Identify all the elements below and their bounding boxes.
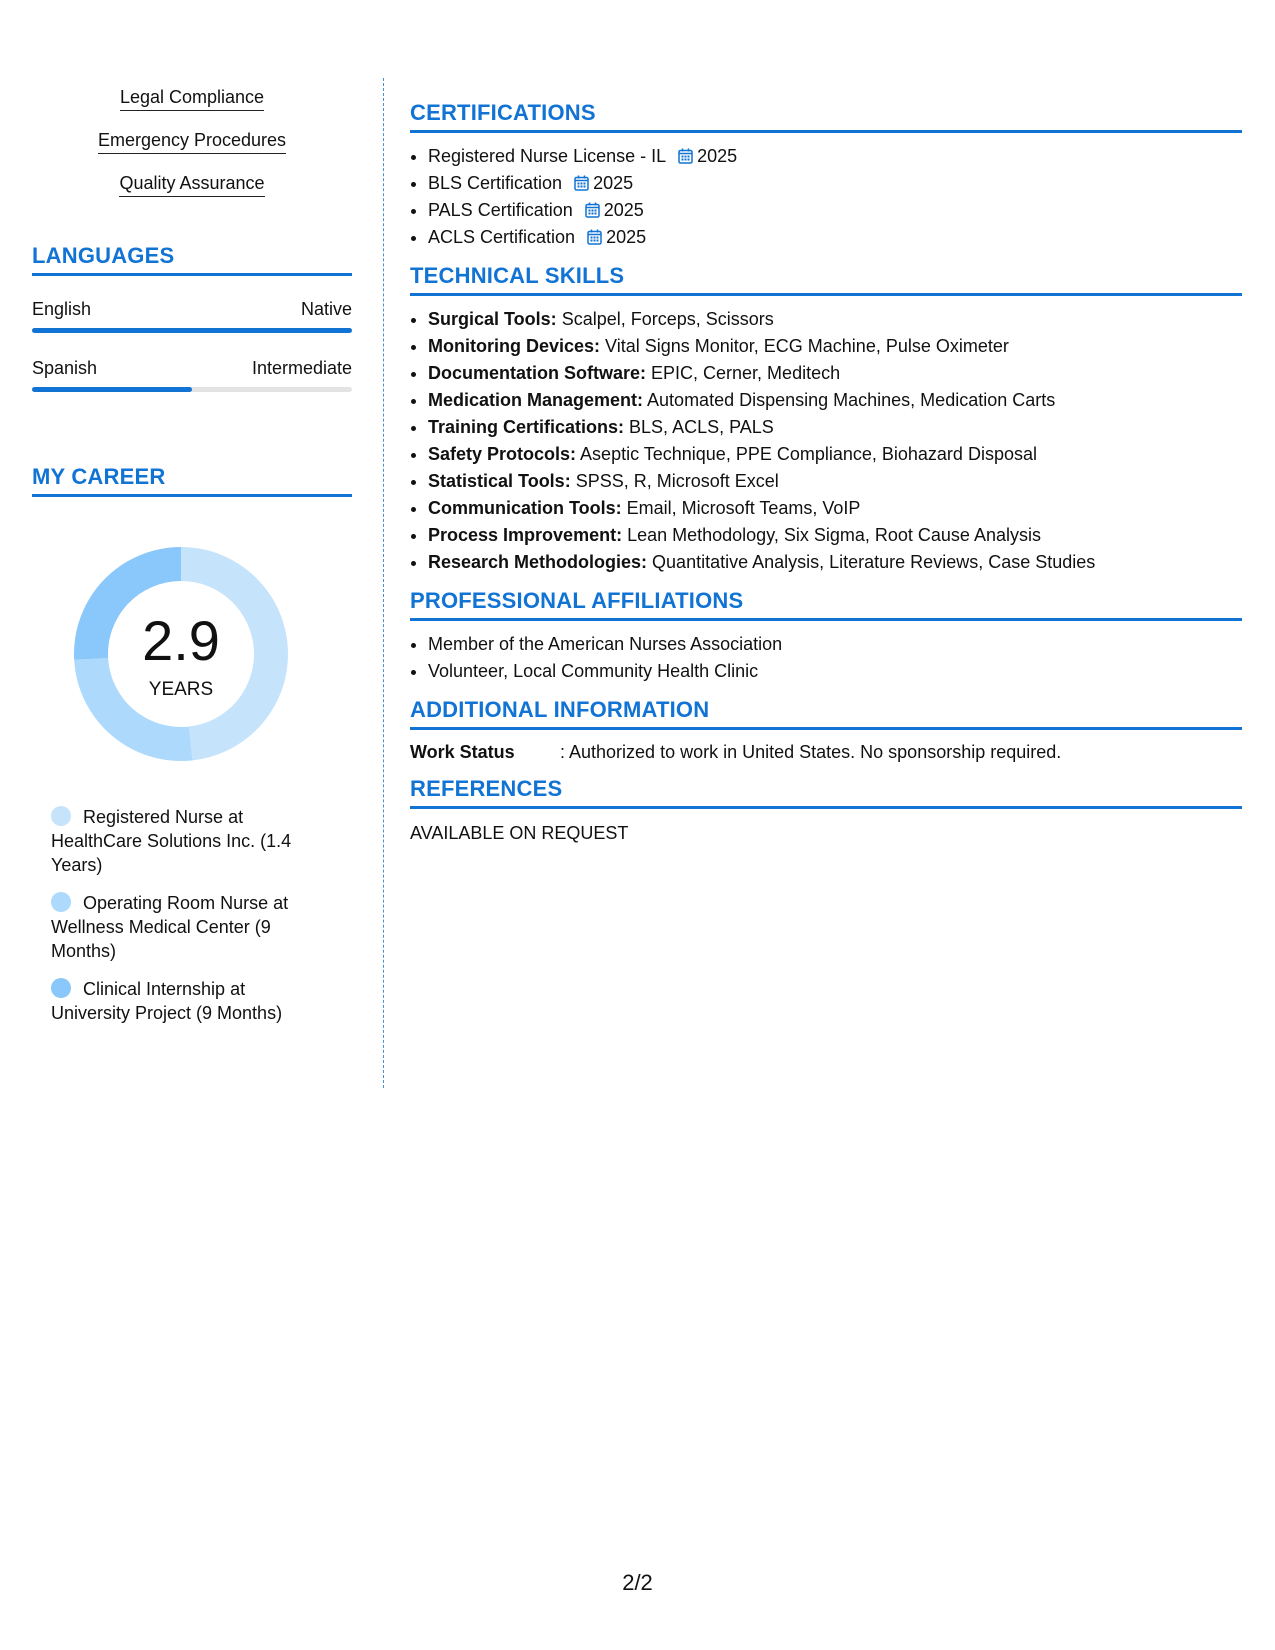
certification-name: Registered Nurse License - IL: [428, 146, 667, 166]
skill-tag-list: [32, 72, 352, 201]
technical-skill-item: [428, 360, 1242, 387]
language-bar: [32, 387, 352, 392]
certifications-section: [410, 100, 1242, 251]
skill-values: Quantitative Analysis, Literature Reviews, Case Studies: [647, 552, 1096, 572]
language-level: Intermediate: [251, 358, 352, 378]
certifications-list: [410, 143, 1242, 251]
legend-dot-icon: [51, 806, 71, 826]
skill-tag: Emergency Procedures: [98, 115, 286, 154]
certification-year: 2025: [697, 146, 738, 166]
language-name: Spanish: [32, 358, 98, 378]
career-donut: [66, 539, 296, 769]
languages-section: [32, 243, 352, 392]
career-legend-item: [51, 805, 321, 877]
skill-category: Safety Protocols:: [428, 444, 577, 464]
calendar-icon: [574, 175, 589, 191]
skill-values: Lean Methodology, Six Sigma, Root Cause Analysis: [622, 525, 1041, 545]
certification-item: [428, 197, 1242, 224]
technical-skills-title: TECHNICAL SKILLS: [410, 263, 1242, 296]
career-unit: YEARS: [148, 679, 214, 700]
career-legend-item: [51, 977, 321, 1025]
language-row: [32, 298, 352, 333]
skill-category: Statistical Tools:: [428, 471, 571, 491]
calendar-icon: [585, 202, 600, 218]
career-legend: [32, 805, 321, 1025]
list-item: • Member of the American Nurses Association: [428, 631, 1242, 658]
skill-tag: Quality Assurance: [119, 158, 264, 197]
affiliations-list: [410, 631, 1242, 685]
skill-category: Communication Tools:: [428, 498, 622, 518]
career-legend-label: Registered Nurse at HealthCare Solutions Inc. (1.4 Years): [51, 807, 292, 875]
skill-category: Process Improvement:: [428, 525, 623, 545]
references-title: REFERENCES: [410, 776, 1242, 809]
language-bar-fill: [32, 387, 192, 392]
career-legend-label: Clinical Internship at University Project (9 Months): [51, 979, 283, 1023]
skill-values: SPSS, R, Microsoft Excel: [570, 471, 779, 491]
technical-skills-list: [410, 306, 1242, 576]
language-row: [32, 357, 352, 392]
skill-values: Vital Signs Monitor, ECG Machine, Pulse Oximeter: [600, 336, 1009, 356]
technical-skills-section: [410, 263, 1242, 576]
column-divider: [383, 78, 384, 1088]
skill-values: Email, Microsoft Teams, VoIP: [621, 498, 861, 518]
calendar-icon: [678, 148, 693, 164]
skill-category: Training Certifications:: [428, 417, 625, 437]
legend-dot-icon: [51, 978, 71, 998]
skill-tag: Legal Compliance: [120, 72, 264, 111]
skill-category: Surgical Tools:: [428, 309, 557, 329]
certification-item: [428, 224, 1242, 251]
affiliations-section: [410, 588, 1242, 685]
skill-category: Research Methodologies:: [428, 552, 648, 572]
certification-name: BLS Certification: [428, 173, 563, 193]
certification-item: [428, 143, 1242, 170]
career-legend-label: Operating Room Nurse at Wellness Medical Center (9 Months): [51, 893, 289, 961]
calendar-icon: [587, 229, 602, 245]
certification-item: [428, 170, 1242, 197]
references-text: AVAILABLE ON REQUEST: [410, 823, 629, 843]
additional-info-section: [410, 697, 1242, 764]
technical-skill-item: [428, 333, 1242, 360]
certifications-title: CERTIFICATIONS: [410, 100, 1242, 133]
skill-values: Automated Dispensing Machines, Medication Carts: [643, 390, 1056, 410]
page-number: 2/2: [622, 1570, 653, 1595]
skill-category: Documentation Software:: [428, 363, 647, 383]
certification-year: 2025: [606, 227, 647, 247]
language-bar: [32, 328, 352, 333]
career-title: MY CAREER: [32, 464, 352, 497]
career-section: [32, 464, 352, 1025]
certification-year: 2025: [603, 200, 644, 220]
technical-skill-item: [428, 549, 1242, 576]
skill-category: Monitoring Devices:: [428, 336, 601, 356]
skill-values: Scalpel, Forceps, Scissors: [556, 309, 774, 329]
language-name: English: [32, 299, 92, 319]
work-status-row: [410, 740, 1242, 764]
skill-category: Medication Management:: [428, 390, 644, 410]
technical-skill-item: [428, 522, 1242, 549]
technical-skill-item: [428, 441, 1242, 468]
references-section: [410, 776, 1242, 845]
right-column: [410, 100, 1242, 857]
additional-info-title: ADDITIONAL INFORMATION: [410, 697, 1242, 730]
career-legend-item: [51, 891, 321, 963]
list-item: • Volunteer, Local Community Health Clinic: [428, 658, 1242, 685]
work-status-label: Work Status: [410, 742, 515, 762]
technical-skill-item: [428, 468, 1242, 495]
technical-skill-item: [428, 306, 1242, 333]
certification-year: 2025: [593, 173, 634, 193]
legend-dot-icon: [51, 892, 71, 912]
career-total: 2.9: [142, 609, 220, 672]
certification-name: PALS Certification: [428, 200, 573, 220]
left-column: [32, 72, 352, 1039]
affiliations-title: PROFESSIONAL AFFILIATIONS: [410, 588, 1242, 621]
skill-values: Aseptic Technique, PPE Compliance, Biohazard Disposal: [576, 444, 1037, 464]
technical-skill-item: [428, 414, 1242, 441]
technical-skill-item: [428, 495, 1242, 522]
languages-title: LANGUAGES: [32, 243, 352, 276]
work-status-value: : Authorized to work in United States. No sponsorship required.: [560, 742, 1062, 762]
technical-skill-item: [428, 387, 1242, 414]
skill-values: BLS, ACLS, PALS: [624, 417, 774, 437]
language-bar-fill: [32, 328, 352, 333]
certification-name: ACLS Certification: [428, 227, 576, 247]
language-level: Native: [300, 299, 352, 319]
skill-values: EPIC, Cerner, Meditech: [646, 363, 841, 383]
